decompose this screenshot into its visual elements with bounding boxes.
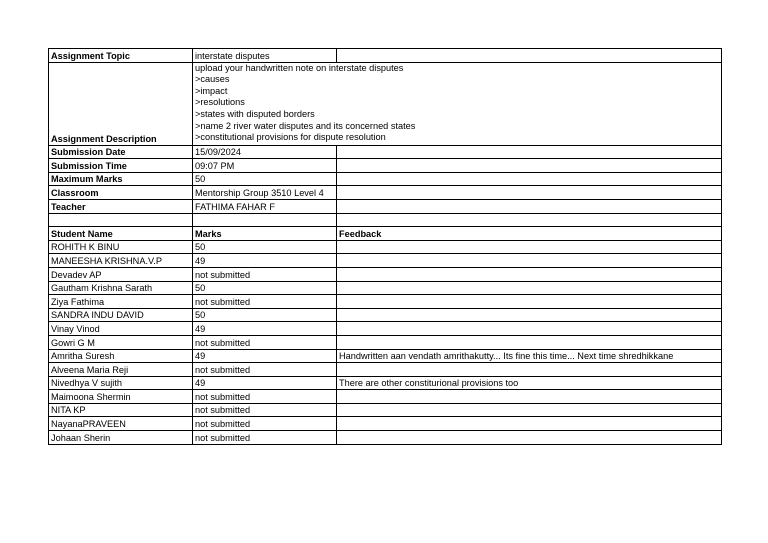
student-name-cell[interactable]: Ziya Fathima — [49, 295, 193, 309]
feedback-cell[interactable] — [337, 295, 722, 309]
student-name-cell[interactable]: NayanaPRAVEEN — [49, 417, 193, 431]
max-marks-value[interactable]: 50 — [193, 172, 337, 186]
description-line: >name 2 river water disputes and its concerned states — [195, 120, 416, 131]
student-name-cell[interactable]: Nivedhya V sujith — [49, 376, 193, 390]
table-row — [49, 295, 722, 309]
empty-cell[interactable] — [337, 159, 722, 173]
classroom-value[interactable]: Mentorship Group 3510 Level 4 — [193, 186, 337, 200]
feedback-cell[interactable] — [337, 390, 722, 404]
student-name-cell[interactable]: Gautham Krishna Sarath — [49, 281, 193, 295]
marks-cell[interactable]: 49 — [193, 376, 337, 390]
feedback-cell[interactable] — [337, 254, 722, 268]
teacher-row — [49, 199, 722, 213]
feedback-cell[interactable] — [337, 267, 722, 281]
table-row — [49, 308, 722, 322]
marks-cell[interactable]: not submitted — [193, 267, 337, 281]
description-label: Assignment Description — [49, 62, 193, 145]
marks-cell[interactable]: not submitted — [193, 295, 337, 309]
student-name-cell[interactable]: Johaan Sherin — [49, 431, 193, 445]
description-value[interactable] — [193, 62, 722, 145]
max-marks-label: Maximum Marks — [49, 172, 193, 186]
submission-date-row — [49, 145, 722, 159]
student-name-cell[interactable]: Devadev AP — [49, 267, 193, 281]
table-row — [49, 363, 722, 377]
table-row — [49, 254, 722, 268]
marks-cell[interactable]: not submitted — [193, 363, 337, 377]
marks-cell[interactable]: 50 — [193, 240, 337, 254]
table-row — [49, 322, 722, 336]
submission-time-value[interactable]: 09:07 PM — [193, 159, 337, 173]
feedback-cell[interactable] — [337, 240, 722, 254]
feedback-cell[interactable] — [337, 403, 722, 417]
table-row — [49, 335, 722, 349]
max-marks-row — [49, 172, 722, 186]
marks-cell[interactable]: 49 — [193, 322, 337, 336]
empty-cell[interactable] — [337, 186, 722, 200]
submission-date-label: Submission Date — [49, 145, 193, 159]
empty-cell[interactable] — [193, 213, 337, 227]
marks-cell[interactable]: 49 — [193, 254, 337, 268]
description-line: >states with disputed borders — [195, 108, 315, 119]
column-header-feedback: Feedback — [337, 227, 722, 241]
student-name-cell[interactable]: ROHITH K BINU — [49, 240, 193, 254]
feedback-cell[interactable] — [337, 281, 722, 295]
table-row — [49, 240, 722, 254]
marks-cell[interactable]: not submitted — [193, 417, 337, 431]
table-row — [49, 403, 722, 417]
student-name-cell[interactable]: NITA KP — [49, 403, 193, 417]
description-line: >resolutions — [195, 97, 245, 108]
feedback-cell[interactable] — [337, 363, 722, 377]
table-row — [49, 376, 722, 390]
students-header-row — [49, 227, 722, 241]
table-row — [49, 281, 722, 295]
empty-cell[interactable] — [49, 213, 193, 227]
feedback-cell[interactable] — [337, 431, 722, 445]
topic-row — [49, 49, 722, 63]
student-name-cell[interactable]: Vinay Vinod — [49, 322, 193, 336]
marks-cell[interactable]: 50 — [193, 308, 337, 322]
empty-cell[interactable] — [337, 213, 722, 227]
student-name-cell[interactable]: MANEESHA KRISHNA.V.P — [49, 254, 193, 268]
table-row — [49, 431, 722, 445]
feedback-cell[interactable] — [337, 322, 722, 336]
spacer-row — [49, 213, 722, 227]
topic-value[interactable]: interstate disputes — [193, 49, 337, 63]
feedback-cell[interactable] — [337, 417, 722, 431]
assignment-sheet — [48, 48, 722, 445]
student-name-cell[interactable]: Alveena Maria Reji — [49, 363, 193, 377]
column-header-marks: Marks — [193, 227, 337, 241]
topic-label: Assignment Topic — [49, 49, 193, 63]
marks-cell[interactable]: not submitted — [193, 403, 337, 417]
student-name-cell[interactable]: Maimoona Shermin — [49, 390, 193, 404]
description-line: >causes — [195, 74, 230, 85]
feedback-cell[interactable] — [337, 308, 722, 322]
description-row — [49, 62, 722, 145]
marks-cell[interactable]: 50 — [193, 281, 337, 295]
table-row — [49, 390, 722, 404]
student-name-cell[interactable]: SANDRA INDU DAVID — [49, 308, 193, 322]
description-line: upload your handwritten note on interstate disputes — [195, 62, 404, 73]
assignment-table — [48, 48, 722, 445]
classroom-label: Classroom — [49, 186, 193, 200]
description-line: >constitutional provisions for dispute resolution — [195, 132, 386, 143]
student-name-cell[interactable]: Amritha Suresh — [49, 349, 193, 363]
marks-cell[interactable]: not submitted — [193, 335, 337, 349]
marks-cell[interactable]: not submitted — [193, 390, 337, 404]
submission-date-value[interactable]: 15/09/2024 — [193, 145, 337, 159]
marks-cell[interactable]: 49 — [193, 349, 337, 363]
table-row — [49, 349, 722, 363]
empty-cell[interactable] — [337, 49, 722, 63]
submission-time-label: Submission Time — [49, 159, 193, 173]
teacher-label: Teacher — [49, 199, 193, 213]
empty-cell[interactable] — [337, 172, 722, 186]
teacher-value[interactable]: FATHIMA FAHAR F — [193, 199, 337, 213]
empty-cell[interactable] — [337, 145, 722, 159]
feedback-cell[interactable] — [337, 335, 722, 349]
classroom-row — [49, 186, 722, 200]
feedback-cell[interactable]: Handwritten aan vendath amrithakutty... Its fine this time... Next time shredhikkane — [337, 349, 722, 363]
feedback-cell[interactable]: There are other constiturional provisions too — [337, 376, 722, 390]
submission-time-row — [49, 159, 722, 173]
table-row — [49, 417, 722, 431]
marks-cell[interactable]: not submitted — [193, 431, 337, 445]
description-line: >impact — [195, 85, 228, 96]
student-name-cell[interactable]: Gowri G M — [49, 335, 193, 349]
column-header-student-name: Student Name — [49, 227, 193, 241]
table-row — [49, 267, 722, 281]
empty-cell[interactable] — [337, 199, 722, 213]
